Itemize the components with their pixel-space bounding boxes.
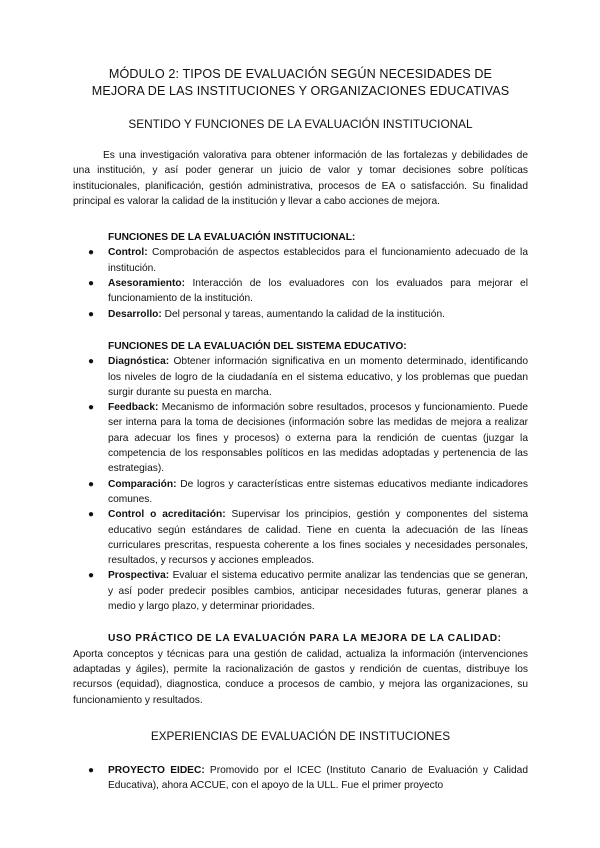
bullet-icon: ● <box>88 509 95 521</box>
list-item <box>73 568 528 614</box>
item-term: Control o acreditación: <box>108 509 226 521</box>
item-term: Asesoramiento: <box>108 278 185 290</box>
list-item <box>73 245 528 276</box>
module-title-line-1: MÓDULO 2: TIPOS DE EVALUACIÓN SEGÚN NECESIDADES DE <box>108 67 493 81</box>
bullet-icon: ● <box>88 570 95 582</box>
item-text: Evaluar el sistema educativo permite analizar las tendencias que se generan, y así poder predecir posibles cambios, anticipar necesidades futuras, generar planes a medio y largo plazo, y determinar prioridades. <box>108 570 528 613</box>
item-text: Del personal y tareas, aumentando la calidad de la institución. <box>161 308 445 320</box>
funciones-institucional-list <box>73 245 528 321</box>
item-text: De logros y características entre sistemas educativos mediante indicadores comunes. <box>108 478 528 505</box>
list-item <box>73 307 528 322</box>
item-term: Feedback: <box>108 402 159 414</box>
list-item <box>73 763 528 794</box>
intro-paragraph: Es una investigación valorativa para obtener información de las fortalezas y debilidades de una institución, y así poder generar un juicio de valor y tomar decisiones sobre políticas institucionales, planificación, gestión administrativa, procesos de EA o satisfacción. Su finalidad principal es valorar la calidad de la institución y llevar a cabo acciones de mejora. <box>73 150 528 207</box>
funciones-sistema-list <box>73 354 528 614</box>
item-term: Desarrollo: <box>108 308 162 320</box>
funciones-sistema-heading: FUNCIONES DE LA EVALUACIÓN DEL SISTEMA EDUCATIVO: <box>108 340 407 352</box>
item-term: PROYECTO EIDEC: <box>108 765 205 777</box>
bullet-icon: ● <box>88 308 95 320</box>
funciones-institucional-heading: FUNCIONES DE LA EVALUACIÓN INSTITUCIONAL: <box>108 232 356 244</box>
bullet-icon: ● <box>88 356 95 368</box>
uso-practico-heading: USO PRÁCTICO DE LA EVALUACIÓN PARA LA MEJORA DE LA CALIDAD: <box>108 633 502 645</box>
item-term: Diagnóstica: <box>108 356 170 368</box>
list-item <box>73 354 528 400</box>
item-text: Comprobación de aspectos establecidos para el funcionamiento adecuado de la institución. <box>108 247 528 274</box>
bullet-icon: ● <box>88 765 95 777</box>
bullet-icon: ● <box>88 402 95 414</box>
bullet-icon: ● <box>88 278 95 290</box>
list-item <box>73 276 528 307</box>
item-term: Prospectiva: <box>108 570 170 582</box>
item-text: Interacción de los evaluadores con los evaluados para mejorar el funcionamiento de la institución. <box>108 278 528 305</box>
list-item <box>73 477 528 508</box>
section-heading-experiencias: EXPERIENCIAS DE EVALUACIÓN DE INSTITUCIONES <box>150 728 451 743</box>
bullet-icon: ● <box>88 247 95 259</box>
module-title <box>73 66 528 99</box>
uso-practico-paragraph: Aporta conceptos y técnicas para una gestión de calidad, actualiza la información (intervenciones adaptadas y ágiles), permite la racionalización de gastos y rendición de cuentas, distribuye los recursos (equidad), diagnostica, conduce a procesos de cambio, y mejora las organizaciones, su funcionamiento y resultados. <box>73 648 528 706</box>
item-term: Comparación: <box>108 478 177 490</box>
list-item <box>73 507 528 568</box>
experiencias-list <box>73 763 528 794</box>
item-text: Obtener información significativa en un momento determinado, identificando los niveles de logro de la ciudadanía en el sistema educativo, y los problemas que puedan surgir durante su puesta en marcha. <box>108 356 528 398</box>
section-heading-sentido: SENTIDO Y FUNCIONES DE LA EVALUACIÓN INSTITUCIONAL <box>128 117 473 131</box>
bullet-icon: ● <box>88 478 95 490</box>
item-text: Promovido por el ICEC (Instituto Canario de Evaluación y Calidad Educativa), ahora ACCUE, con el apoyo de la ULL. Fue el primer proyecto <box>108 765 529 792</box>
item-term: Control: <box>108 247 148 259</box>
item-text: Supervisar los principios, gestión y componentes del sistema educativo según estándares de calidad. Tiene en cuenta la adecuación de las líneas curriculares prescritas, respuesta coherente a los fines sociales y necesidades personales, resultados, y recursos y acciones empleados. <box>108 509 528 567</box>
list-item <box>73 400 528 476</box>
item-text: Mecanismo de información sobre resultados, procesos y funcionamiento. Puede ser interna para la toma de decisiones (información sobre las medidas de mejora a realizar para adecuar los fines y procesos) o externa para la rendición de cuentas (juzgar la competencia de los responsables políticos en las medidas adoptadas y pertenencia de las estrategias). <box>108 402 528 475</box>
module-title-line-2: MEJORA DE LAS INSTITUCIONES Y ORGANIZACIONES EDUCATIVAS <box>91 83 510 98</box>
